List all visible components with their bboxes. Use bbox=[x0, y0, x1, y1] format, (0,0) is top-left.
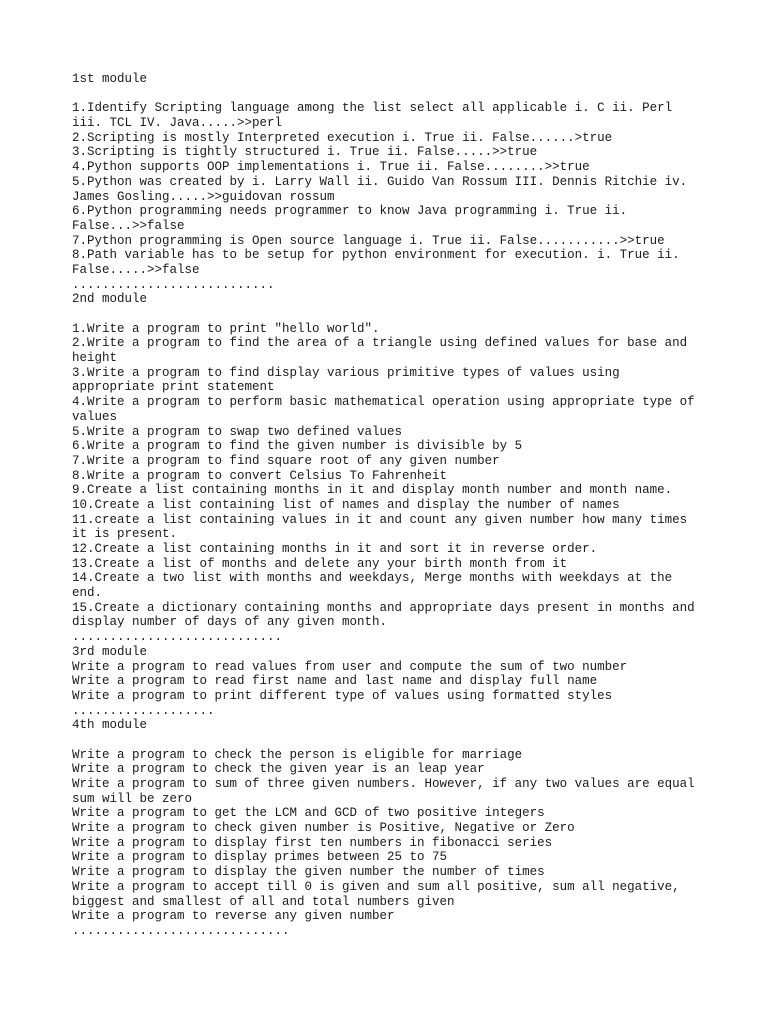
module-2-task: 14.Create a two list with months and weekdays, Merge months with weekdays at the bbox=[72, 571, 673, 586]
module-4-task: Write a program to display primes between 25 to 75 bbox=[72, 850, 448, 865]
module-1-question: 3.Scripting is tightly structured i. True ii. False.....>>true bbox=[72, 145, 538, 160]
module-2-task: 6.Write a program to find the given number is divisible by 5 bbox=[72, 439, 523, 454]
module-2-task: 5.Write a program to swap two defined values bbox=[72, 424, 403, 439]
dotted-separator: ............................. bbox=[72, 923, 290, 938]
module-1-question: 7.Python programming is Open source language i. True ii. False...........>>true bbox=[72, 233, 665, 248]
module-3-task: Write a program to read first name and last name and display full name bbox=[72, 674, 598, 689]
module-3-task: Write a program to print different type of values using formatted styles bbox=[72, 688, 613, 703]
module-1-question: False...>>false bbox=[72, 218, 185, 233]
module-2-task: 10.Create a list containing list of names and display the number of names bbox=[72, 497, 620, 512]
module-2-task: end. bbox=[72, 586, 103, 601]
module-4-task: biggest and smallest of all and total numbers given bbox=[72, 894, 455, 909]
module-2-task: 12.Create a list containing months in it and sort it in reverse order. bbox=[72, 542, 598, 556]
module-3-heading: 3rd module bbox=[72, 644, 148, 659]
module-2-task: 13.Create a list of months and delete any your birth month from it bbox=[72, 556, 568, 571]
dotted-separator: ............................ bbox=[72, 630, 283, 645]
module-2-task: 1.Write a program to print "hello world". bbox=[72, 321, 380, 336]
module-1-question: False.....>>false bbox=[72, 262, 200, 277]
module-4-task: sum will be zero bbox=[72, 791, 193, 806]
module-1-question: 6.Python programming needs programmer to know Java programming i. True ii. bbox=[72, 204, 628, 219]
module-1-question: 8.Path variable has to be setup for python environment for execution. i. True ii. bbox=[72, 248, 680, 263]
module-2-task: appropriate print statement bbox=[72, 380, 275, 395]
module-4-task: Write a program to check given number is Positive, Negative or Zero bbox=[72, 821, 575, 836]
module-2-task: display number of days of any given month. bbox=[72, 615, 388, 630]
module-1-heading: 1st module bbox=[72, 72, 148, 86]
module-1-question: James Gosling.....>>guidovan rossum bbox=[72, 189, 335, 204]
module-4-task: Write a program to check the given year is an leap year bbox=[72, 762, 485, 777]
module-2-task: 3.Write a program to find display various primitive types of values using bbox=[72, 365, 620, 380]
module-2-task: 7.Write a program to find square root of any given number bbox=[72, 453, 500, 468]
module-2-task: 15.Create a dictionary containing months and appropriate days present in months and bbox=[72, 600, 695, 615]
module-2-task: 11.create a list containing values in it and count any given number how many times bbox=[72, 512, 688, 527]
module-2-task: it is present. bbox=[72, 527, 178, 542]
module-2-task: 9.Create a list containing months in it and display month number and month name. bbox=[72, 483, 673, 498]
module-3-task: Write a program to read values from user and compute the sum of two number bbox=[72, 659, 628, 674]
module-1-question: 5.Python was created by i. Larry Wall ii. Guido Van Rossum III. Dennis Ritchie iv. bbox=[72, 174, 688, 189]
dotted-separator: ........................... bbox=[72, 277, 275, 292]
module-2-task: height bbox=[72, 351, 118, 366]
module-4-task: Write a program to display the given number the number of times bbox=[72, 865, 545, 880]
module-4-heading: 4th module bbox=[72, 718, 148, 733]
blank-line bbox=[72, 307, 708, 322]
module-2-task: 4.Write a program to perform basic mathematical operation using appropriate type of bbox=[72, 395, 695, 410]
module-4-task: Write a program to accept till 0 is given and sum all positive, sum all negative, bbox=[72, 879, 680, 894]
blank-line bbox=[72, 87, 708, 102]
module-2-heading: 2nd module bbox=[72, 292, 148, 307]
module-4-task: Write a program to check the person is eligible for marriage bbox=[72, 747, 523, 762]
module-2-task: values bbox=[72, 409, 118, 424]
module-4-task: Write a program to display first ten numbers in fibonacci series bbox=[72, 835, 553, 850]
module-4-task: Write a program to sum of three given numbers. However, if any two values are equal bbox=[72, 777, 695, 791]
module-2-task: 2.Write a program to find the area of a triangle using defined values for base and bbox=[72, 336, 688, 351]
module-4-task: Write a program to reverse any given number bbox=[72, 909, 395, 924]
module-4-task: Write a program to get the LCM and GCD of two positive integers bbox=[72, 806, 545, 821]
module-1-question: 4.Python supports OOP implementations i. True ii. False........>>true bbox=[72, 160, 590, 175]
module-1-question: 1.Identify Scripting language among the list select all applicable i. C ii. Perl bbox=[72, 101, 673, 116]
dotted-separator: ................... bbox=[72, 703, 215, 718]
module-1-question: 2.Scripting is mostly Interpreted execution i. True ii. False......>true bbox=[72, 130, 613, 145]
module-1-question: iii. TCL IV. Java.....>>perl bbox=[72, 116, 283, 131]
module-2-task: 8.Write a program to convert Celsius To Fahrenheit bbox=[72, 468, 448, 483]
blank-line bbox=[72, 733, 708, 748]
